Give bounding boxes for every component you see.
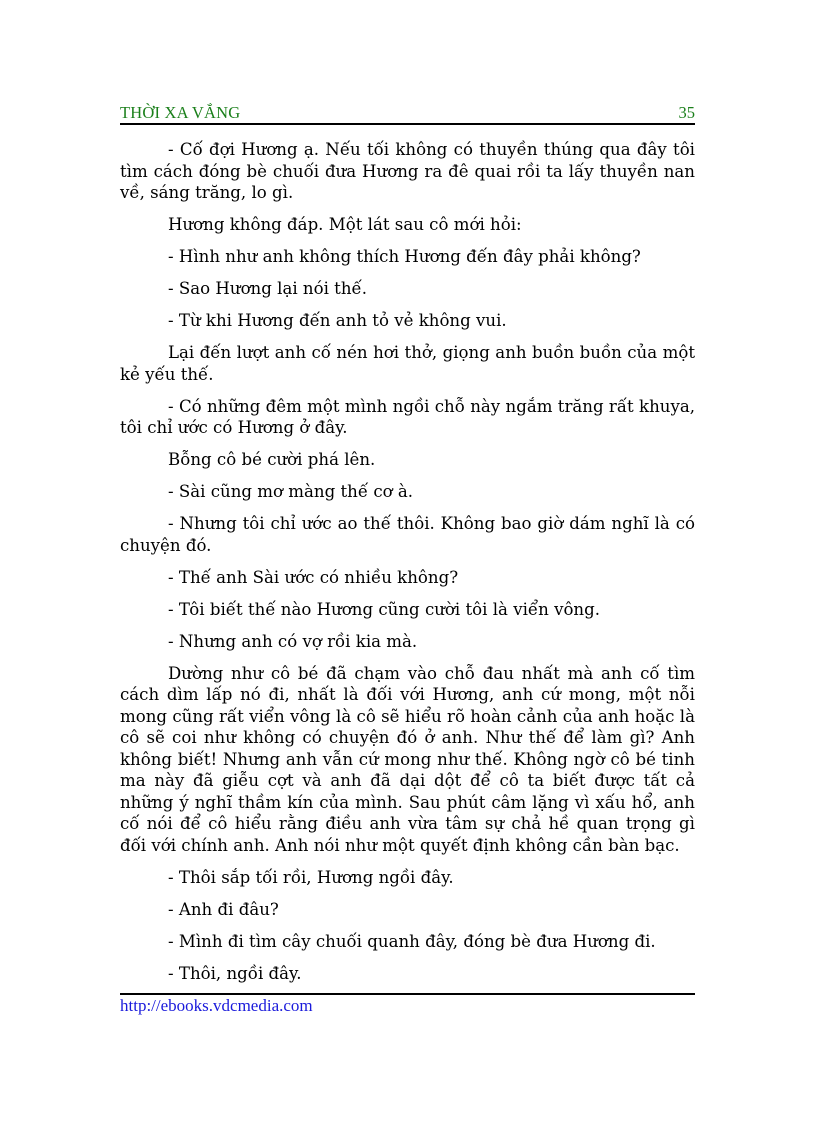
paragraph: - Thế anh Sài ước có nhiều không? xyxy=(168,567,459,587)
paragraph: - Thôi, ngồi đây. xyxy=(168,963,302,983)
paragraph: - Nhưng tôi chỉ ước ao thế thôi. Không bao giờ dám nghĩ là có chuyện đó. xyxy=(120,514,695,555)
paragraph: - Nhưng anh có vợ rồi kia mà. xyxy=(168,631,418,651)
paragraph: - Sài cũng mơ màng thế cơ à. xyxy=(168,482,414,501)
footer-link[interactable]: http://ebooks.vdcmedia.com xyxy=(120,996,313,1015)
paragraph: Bỗng cô bé cười phá lên. xyxy=(168,450,376,469)
paragraph: Dường như cô bé đã chạm vào chỗ đau nhất mà anh cố tìm cách dìm lấp nó đi, nhất là đối với Hương, anh cứ mong, một nỗi mong cũng rất viển vông là cô sẽ hiểu rõ hoàn cảnh của anh hoặc là cô sẽ coi như không có chuyện đó ở anh. Như thế để làm gì? Anh không biết! Nhưng anh vẫn cứ mong như thế. Không ngờ cô bé tinh ma này đã giễu cợt và anh đã dại dột để cô ta biết được tất cả những ý nghĩ thầm kín của mình. Sau phút câm lặng vì xấu hổ, anh cố nói để cô hiểu rằng điều anh vừa tâm sự chả hề quan trọng gì đối với chính anh. Anh nói như một quyết định không cần bàn bạc. xyxy=(120,663,695,855)
paragraph: - Hình như anh không thích Hương đến đây phải không? xyxy=(168,247,641,266)
page-footer xyxy=(120,993,695,1016)
paragraph: - Từ khi Hương đến anh tỏ vẻ không vui. xyxy=(168,311,507,330)
page-number: 35 xyxy=(678,103,695,122)
paragraph: - Có những đêm một mình ngồi chỗ này ngắm trăng rất khuya, tôi chỉ ước có Hương ở đây. xyxy=(120,396,695,437)
paragraph: - Thôi sắp tối rồi, Hương ngồi đây. xyxy=(168,867,454,887)
paragraph: - Anh đi đâu? xyxy=(168,899,279,919)
book-title: THỜI XA VẮNG xyxy=(120,103,241,122)
body-text xyxy=(120,139,695,995)
paragraph: - Tôi biết thế nào Hương cũng cười tôi là viển vông. xyxy=(168,599,601,619)
paragraph: - Cố đợi Hương ạ. Nếu tối không có thuyền thúng qua đây tôi tìm cách đóng bè chuối đưa Hương ra đê quai rồi ta lấy thuyền nan về, sáng trăng, lo gì. xyxy=(120,140,695,202)
page-header xyxy=(120,101,695,125)
paragraph: - Sao Hương lại nói thế. xyxy=(168,279,368,298)
paragraph: Lại đến lượt anh cố nén hơi thở, giọng anh buồn buồn của một kẻ yếu thế. xyxy=(120,343,695,384)
paragraph: Hương không đáp. Một lát sau cô mới hỏi: xyxy=(168,215,522,234)
paragraph: - Mình đi tìm cây chuối quanh đây, đóng bè đưa Hương đi. xyxy=(168,931,656,951)
